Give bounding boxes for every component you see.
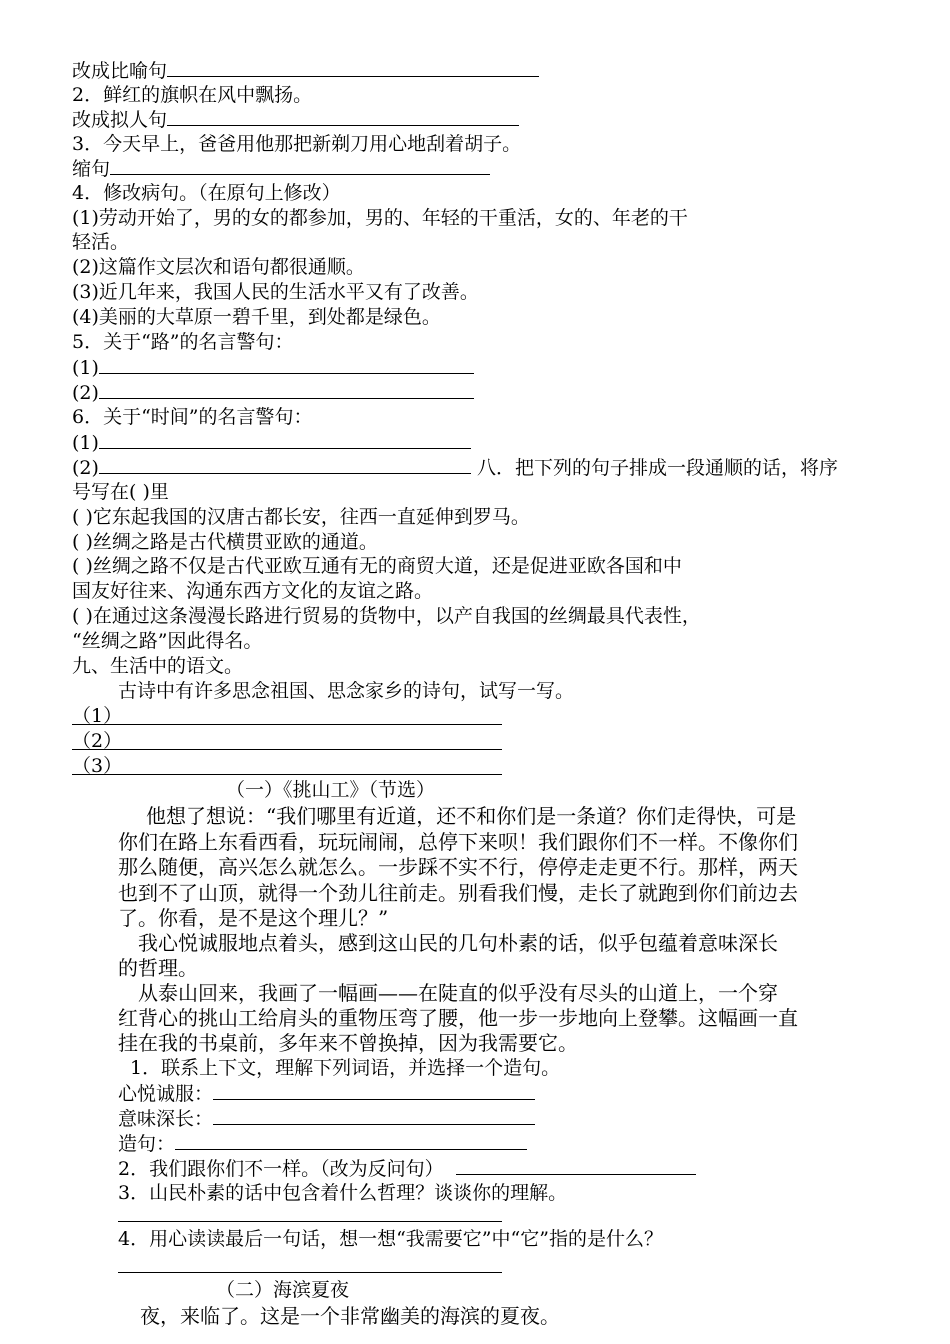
order-item-2: ( )丝绸之路是古代横贯亚欧的通道。	[72, 531, 378, 553]
q4-item-1: (1)劳动开始了，男的女的都参加，男的、年轻的干重活，女的、年老的干	[72, 207, 688, 229]
answer-blank-word-1[interactable]	[213, 1081, 535, 1100]
answer-blank-personification[interactable]	[167, 107, 519, 126]
passage1-title: （一）《挑山工》（节选）	[226, 779, 436, 801]
p1-question-4: 4．用心读读最后一句话，想一想“我需要它”中“它”指的是什么？	[118, 1228, 663, 1250]
q4-item-2: (2)这篇作文层次和语句都很通顺。	[72, 256, 365, 278]
q5-line-2: (2)	[72, 380, 474, 405]
passage1-line-7: 的哲理。	[118, 956, 198, 980]
passage2-line-1: 夜，来临了。这是一个非常幽美的海滨的夏夜。	[140, 1304, 560, 1328]
answer-line-poem-1[interactable]	[72, 724, 502, 725]
answer-blank-q6-1[interactable]	[99, 430, 471, 449]
passage1-line-9: 红背心的挑山工给肩头的重物压弯了腰，他一步一步地向上登攀。这幅画一直	[118, 1006, 798, 1030]
order-item-3-cont: 国友好往来、沟通东西方文化的友谊之路。	[72, 580, 434, 602]
q4-item-1-cont: 轻活。	[72, 231, 130, 253]
p1-question-2: 2．我们跟你们不一样。（改为反问句）	[118, 1156, 696, 1181]
poem-label-2: （2）	[72, 730, 123, 752]
section9-heading: 九、生活中的语文。	[72, 655, 244, 677]
word-1-row: 心悦诚服：	[118, 1081, 535, 1106]
order-item-1: ( )它东起我国的汉唐古都长安，往西一直延伸到罗马。	[72, 506, 530, 528]
q5-line-1: (1)	[72, 355, 474, 380]
q6-line-2-and-section8: (2) 八．把下列的句子排成一段通顺的话，将序	[72, 457, 838, 479]
section8-cont: 号写在( )里	[72, 481, 169, 503]
answer-blank-q5-1[interactable]	[99, 355, 474, 374]
passage1-line-3: 那么随便，高兴怎么就怎么。一步踩不实不行，停停走走更不行。那样，两天	[118, 855, 798, 879]
q4-heading: 4．修改病句。（在原句上修改）	[72, 182, 341, 204]
line-shorten: 缩句	[72, 156, 490, 181]
answer-line-poem-2[interactable]	[72, 749, 502, 750]
passage1-line-5: 了。你看，是不是这个理儿？”	[118, 906, 389, 930]
line-rewrite-personification: 改成拟人句	[72, 107, 519, 132]
answer-blank-shorten[interactable]	[110, 156, 490, 175]
sentence-row: 造句：	[118, 1131, 527, 1156]
p1-question-1: 1．联系上下文，理解下列词语，并选择一个造句。	[130, 1057, 561, 1079]
answer-line-q3[interactable]	[118, 1221, 502, 1222]
q3-text: 3．今天早上，爸爸用他那把新剃刀用心地刮着胡子。	[72, 133, 522, 155]
line-rewrite-simile: 改成比喻句	[72, 58, 539, 83]
answer-blank-sentence[interactable]	[175, 1131, 527, 1150]
passage1-line-4: 也到不了山顶，就得一个劲儿往前走。别看我们慢，走长了就跑到你们前边去	[118, 881, 798, 905]
answer-blank-q6-2[interactable]	[99, 455, 471, 474]
answer-blank-word-2[interactable]	[213, 1106, 535, 1125]
order-item-4-cont: “丝绸之路”因此得名。	[72, 630, 263, 652]
passage2-title: （二）海滨夏夜	[216, 1279, 350, 1301]
q2-text: 2．鲜红的旗帜在风中飘扬。	[72, 84, 313, 106]
poem-label-1: （1）	[72, 705, 123, 727]
answer-blank-simile[interactable]	[167, 58, 539, 77]
q6-line-1: (1)	[72, 430, 471, 455]
q5-heading: 5．关于“路”的名言警句：	[72, 331, 294, 353]
order-item-4: ( )在通过这条漫漫长路进行贸易的货物中，以产自我国的丝绸最具代表性，	[72, 605, 701, 627]
poem-label-3: （3）	[72, 755, 123, 777]
order-item-3: ( )丝绸之路不仅是古代亚欧互通有无的商贸大道，还是促进亚欧各国和中	[72, 555, 682, 577]
answer-blank-rhetorical[interactable]	[456, 1156, 696, 1175]
q4-item-3: (3)近几年来，我国人民的生活水平又有了改善。	[72, 281, 479, 303]
passage1-line-8: 从泰山回来，我画了一幅画——在陡直的似乎没有尽头的山道上，一个穿	[138, 981, 778, 1005]
section9-prompt: 古诗中有许多思念祖国、思念家乡的诗句，试写一写。	[118, 680, 575, 702]
answer-blank-q5-2[interactable]	[99, 380, 474, 399]
word-2-row: 意味深长：	[118, 1106, 535, 1131]
passage1-line-1: 他想了想说：“我们哪里有近道，还不和你们是一条道？你们走得快，可是	[146, 804, 797, 828]
q6-heading: 6．关于“时间”的名言警句：	[72, 406, 313, 428]
passage1-line-10: 挂在我的书桌前，多年来不曾换掉，因为我需要它。	[118, 1031, 578, 1055]
passage1-line-2: 你们在路上东看西看，玩玩闹闹，总停下来呗！我们跟你们不一样。不像你们	[118, 830, 798, 854]
answer-line-q4[interactable]	[118, 1272, 502, 1273]
answer-line-poem-3[interactable]	[72, 774, 502, 775]
passage1-line-6: 我心悦诚服地点着头，感到这山民的几句朴素的话，似乎包蕴着意味深长	[138, 931, 778, 955]
q4-item-4: (4)美丽的大草原一碧千里，到处都是绿色。	[72, 306, 441, 328]
p1-question-3: 3．山民朴素的话中包含着什么哲理？谈谈你的理解。	[118, 1182, 568, 1204]
